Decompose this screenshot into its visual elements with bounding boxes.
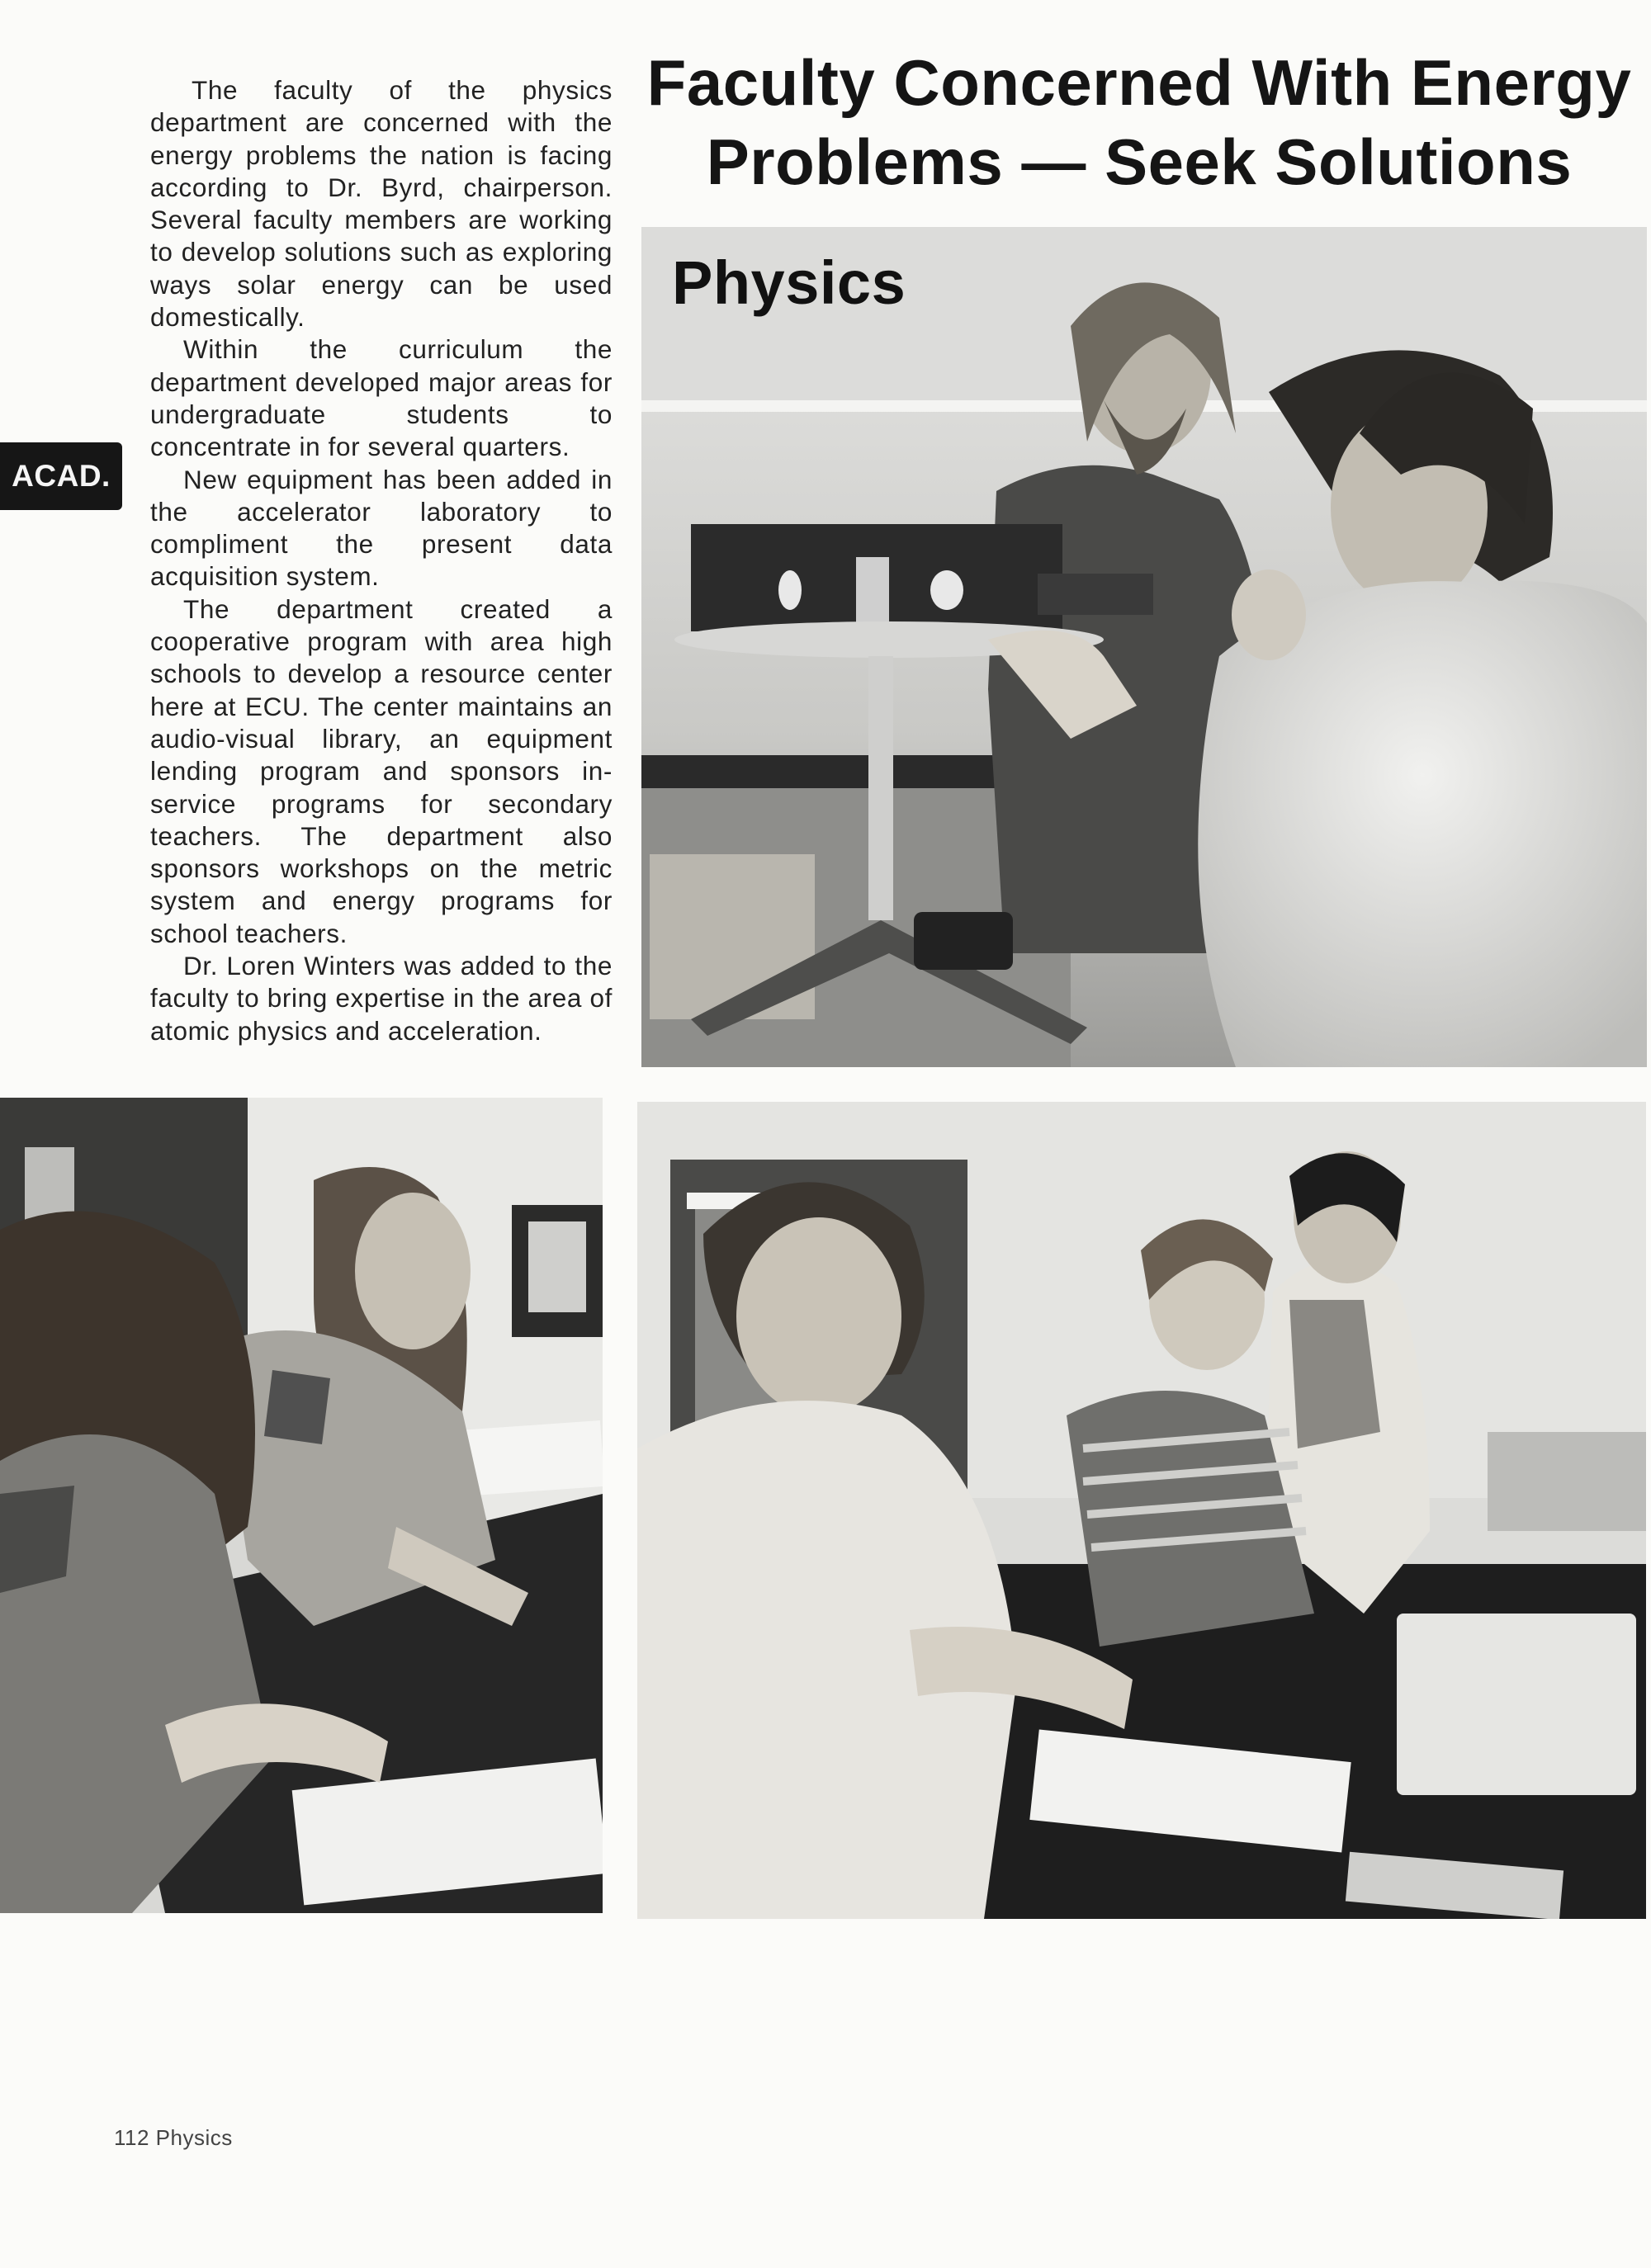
- body-paragraph: The department created a cooperative program with area high schools to develop a resource center here at ECU. The center maintains an audio-visual library, an equipment lending program and sponsors in-service programs for secondary teachers. The department also sponsors workshops on the metric system and energy programs for school teachers.: [150, 593, 613, 948]
- article-body: [150, 74, 613, 1047]
- photo-image: [0, 1098, 603, 1913]
- body-paragraph: The faculty of the physics department are concerned with the energy problems the nation is facing according to Dr. Byrd, chairperson. Several faculty members are working to develop solutions such as exploring ways solar energy can be used domestically.: [150, 75, 613, 333]
- photo-three-students-instructor-table: [637, 1102, 1646, 1919]
- body-paragraph: Within the curriculum the department developed major areas for undergraduate students to concentrate in for several quarters.: [150, 334, 613, 462]
- page-headline: [636, 43, 1643, 201]
- page-folio: 112 Physics: [114, 2125, 233, 2150]
- photo-two-students-writing: [0, 1098, 603, 1913]
- section-tab: [0, 442, 122, 510]
- body-paragraph: Dr. Loren Winters was added to the faculty to bring expertise in the area of atomic physics and acceleration.: [150, 951, 613, 1046]
- photo-image: [637, 1102, 1646, 1919]
- photo-image: [641, 227, 1647, 1067]
- photo-students-optics-apparatus: [641, 227, 1647, 1067]
- section-label: Physics: [672, 248, 906, 317]
- section-tab-label: ACAD.: [12, 459, 111, 493]
- body-paragraph: New equipment has been added in the accelerator laboratory to compliment the present data acquisition system.: [150, 464, 613, 592]
- headline-line-1: Faculty Concerned With Energy: [646, 46, 1632, 119]
- headline-line-2: Problems — Seek Solutions: [706, 125, 1573, 198]
